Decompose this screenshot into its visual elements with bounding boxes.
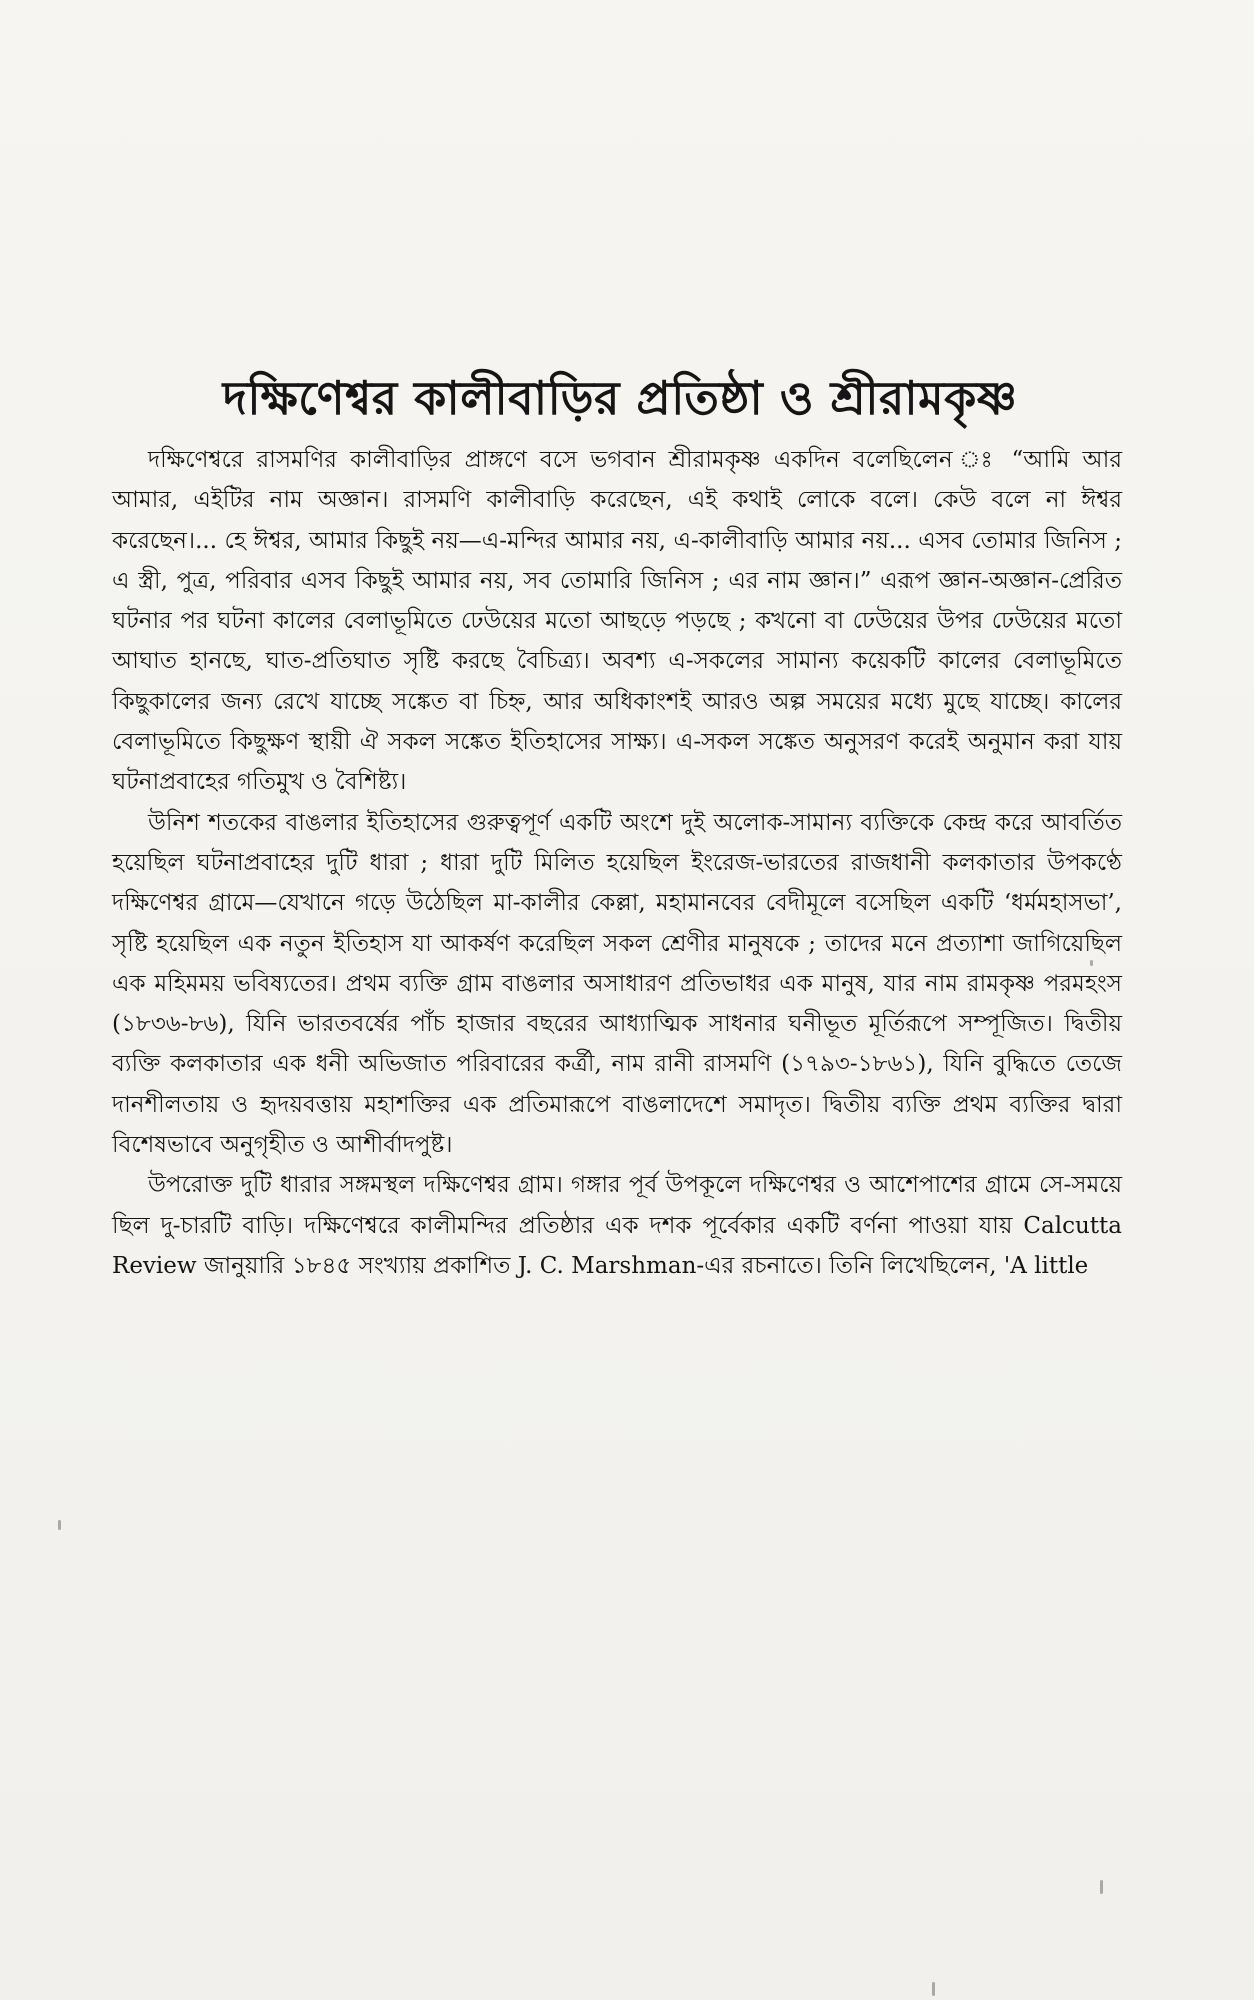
scan-speck	[1090, 960, 1093, 966]
scan-speck	[932, 1982, 935, 1996]
paragraph-1: দক্ষিণেশ্বরে রাসমণির কালীবাড়ির প্রাঙ্গণে বসে ভগবান শ্রীরামকৃষ্ণ একদিন বলেছিলেন ঃ “আমি আর আমার, এইটির নাম অজ্ঞান। রাসমণি কালীবাড়ি করেছেন, এই কথাই লোকে বলে। কেউ বলে না ঈশ্বর করেছেন।... হে ঈশ্বর, আমার কিছুই নয়—এ-মন্দির আমার নয়, এ-কালীবাড়ি আমার নয়... এসব তোমার জিনিস ; এ স্ত্রী, পুত্র, পরিবার এসব কিছুই আমার নয়, সব তোমারি জিনিস ; এর নাম জ্ঞান।” এরূপ জ্ঞান-অজ্ঞান-প্রেরিত ঘটনার পর ঘটনা কালের বেলাভূমিতে ঢেউয়ের মতো আছড়ে পড়ছে ; কখনো বা ঢেউয়ের উপর ঢেউয়ের মতো আঘাত হানছে, ঘাত-প্রতিঘাত সৃষ্টি করছে বৈচিত্র্য। অবশ্য এ-সকলের সামান্য কয়েকটি কালের বেলাভূমিতে কিছুকালের জন্য রেখে যাচ্ছে সঙ্কেত বা চিহ্ন, আর অধিকাংশই আরও অল্প সময়ের মধ্যে মুছে যাচ্ছে। কালের বেলাভূমিতে কিছুক্ষণ স্থায়ী ঐ সকল সঙ্কেত ইতিহাসের সাক্ষ্য। এ-সকল সঙ্কেত অনুসরণ করেই অনুমান করা যায় ঘটনাপ্রবাহের গতিমুখ ও বৈশিষ্ট্য।	[112, 447, 1122, 796]
page-title: দক্ষিণেশ্বর কালীবাড়ির প্রতিষ্ঠা ও শ্রীরামকৃষ্ণ	[222, 371, 1018, 425]
body-text	[112, 440, 1122, 1286]
paragraph-2: উনিশ শতকের বাঙলার ইতিহাসের গুরুত্বপূর্ণ একটি অংশে দুই অলোক-সামান্য ব্যক্তিকে কেন্দ্র করে আবর্তিত হয়েছিল ঘটনাপ্রবাহের দুটি ধারা ; ধারা দুটি মিলিত হয়েছিল ইংরেজ-ভারতের রাজধানী কলকাতার উপকণ্ঠে দক্ষিণেশ্বর গ্রামে—যেখানে গড়ে উঠেছিল মা-কালীর কেল্লা, মহামানবের বেদীমূলে বসেছিল একটি ‘ধর্মমহাসভা’, সৃষ্টি হয়েছিল এক নতুন ইতিহাস যা আকর্ষণ করেছিল সকল শ্রেণীর মানুষকে ; তাদের মনে প্রত্যাশা জাগিয়েছিল এক মহিমময় ভবিষ্যতের। প্রথম ব্যক্তি গ্রাম বাঙলার অসাধারণ প্রতিভাধর এক মানুষ, যার নাম রামকৃষ্ণ পরমহংস (১৮৩৬-৮৬), যিনি ভারতবর্ষের পাঁচ হাজার বছরের আধ্যাত্মিক সাধনার ঘনীভূত মূর্তিরূপে সম্পূজিত। দ্বিতীয় ব্যক্তি কলকাতার এক ধনী অভিজাত পরিবারের কর্ত্রী, নাম রানী রাসমণি (১৭৯৩-১৮৬১), যিনি বুদ্ধিতে তেজে দানশীলতায় ও হৃদয়বত্তায় মহাশক্তির এক প্রতিমারূপে বাঙলাদেশে সমাদৃত। দ্বিতীয় ব্যক্তি প্রথম ব্যক্তির দ্বারা বিশেষভাবে অনুগৃহীত ও আশীর্বাদপুষ্ট।	[112, 809, 1122, 1159]
scan-speck	[1100, 1880, 1103, 1894]
scan-speck	[58, 1520, 61, 1530]
paragraph-3: উপরোক্ত দুটি ধারার সঙ্গমস্থল দক্ষিণেশ্বর গ্রাম। গঙ্গার পূর্ব উপকূলে দক্ষিণেশ্বর ও আশেপাশের গ্রামে সে-সময়ে ছিল দু-চারটি বাড়ি। দক্ষিণেশ্বরে কালীমন্দির প্রতিষ্ঠার এক দশক পূর্বেকার একটি বর্ণনা পাওয়া যায় Calcutta Review জানুয়ারি ১৮৪৫ সংখ্যায় প্রকাশিত J. C. Marshman-এর রচনাতে। তিনি লিখেছিলেন, 'A little	[112, 1172, 1122, 1279]
